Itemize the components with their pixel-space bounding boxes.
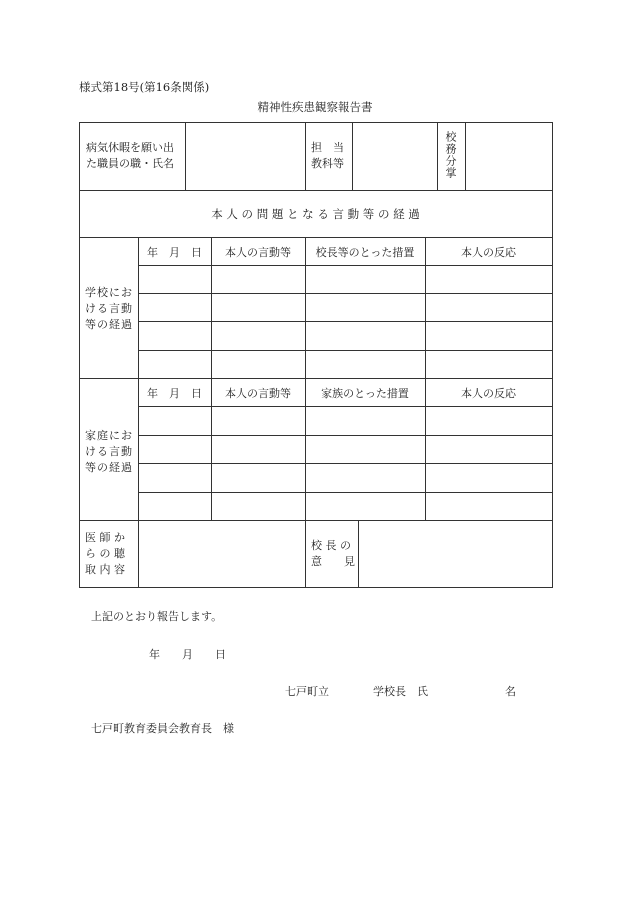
school-col-date: 年 月 日 bbox=[147, 246, 202, 259]
doctor-label-line3: 取 内 容 bbox=[85, 562, 125, 576]
school-principal-line: 七戸町立 学校長 氏 名 bbox=[285, 685, 516, 698]
principal-label bbox=[311, 538, 355, 570]
applicant-label bbox=[86, 140, 174, 172]
document-title: 精神性疾患観察報告書 bbox=[257, 100, 373, 114]
subject-label-line2: 教科等 bbox=[311, 156, 344, 170]
school-label-line1: 学校にお bbox=[85, 286, 133, 299]
school-col-reaction: 本人の反応 bbox=[461, 246, 516, 259]
school-col-behavior: 本人の言動等 bbox=[225, 246, 291, 259]
home-col-reaction: 本人の反応 bbox=[461, 387, 516, 400]
school-col-measures: 校長等のとった措置 bbox=[315, 246, 415, 259]
school-section-label bbox=[85, 285, 133, 333]
home-section-label bbox=[85, 428, 133, 476]
date-line: 年 月 日 bbox=[149, 648, 226, 661]
doctor-label-line2: ら の 聴 bbox=[85, 546, 125, 560]
section-header: 本 人 の 問 題 と な る 言 動 等 の 経 過 bbox=[211, 207, 420, 221]
table-outer-border bbox=[80, 123, 553, 588]
duty-label: 校務分掌 bbox=[444, 131, 457, 179]
home-label-line1: 家庭にお bbox=[85, 429, 133, 442]
school-label-line2: ける言動 bbox=[85, 301, 133, 315]
applicant-label-line2: た職員の職・氏名 bbox=[86, 156, 174, 170]
subject-label bbox=[311, 140, 344, 172]
principal-label-line2: 意 見 bbox=[311, 554, 355, 568]
home-label-line3: 等の経過 bbox=[85, 460, 133, 474]
home-col-measures: 家族のとった措置 bbox=[321, 387, 409, 400]
home-label-line2: ける言動 bbox=[85, 444, 133, 458]
doctor-label bbox=[85, 530, 125, 578]
doctor-label-line1: 医 師 か bbox=[85, 531, 125, 544]
form-number: 様式第18号(第16条関係) bbox=[79, 80, 210, 94]
school-label-line3: 等の経過 bbox=[85, 317, 133, 331]
home-col-date: 年 月 日 bbox=[147, 387, 202, 400]
principal-label-line1: 校 長 の bbox=[311, 539, 351, 552]
home-col-behavior: 本人の言動等 bbox=[225, 387, 291, 400]
subject-label-line1: 担 当 bbox=[311, 141, 344, 154]
report-statement: 上記のとおり報告します。 bbox=[91, 610, 223, 623]
applicant-label-line1: 病気休暇を願い出 bbox=[86, 141, 174, 154]
addressee: 七戸町教育委員会教育長 様 bbox=[91, 722, 234, 735]
